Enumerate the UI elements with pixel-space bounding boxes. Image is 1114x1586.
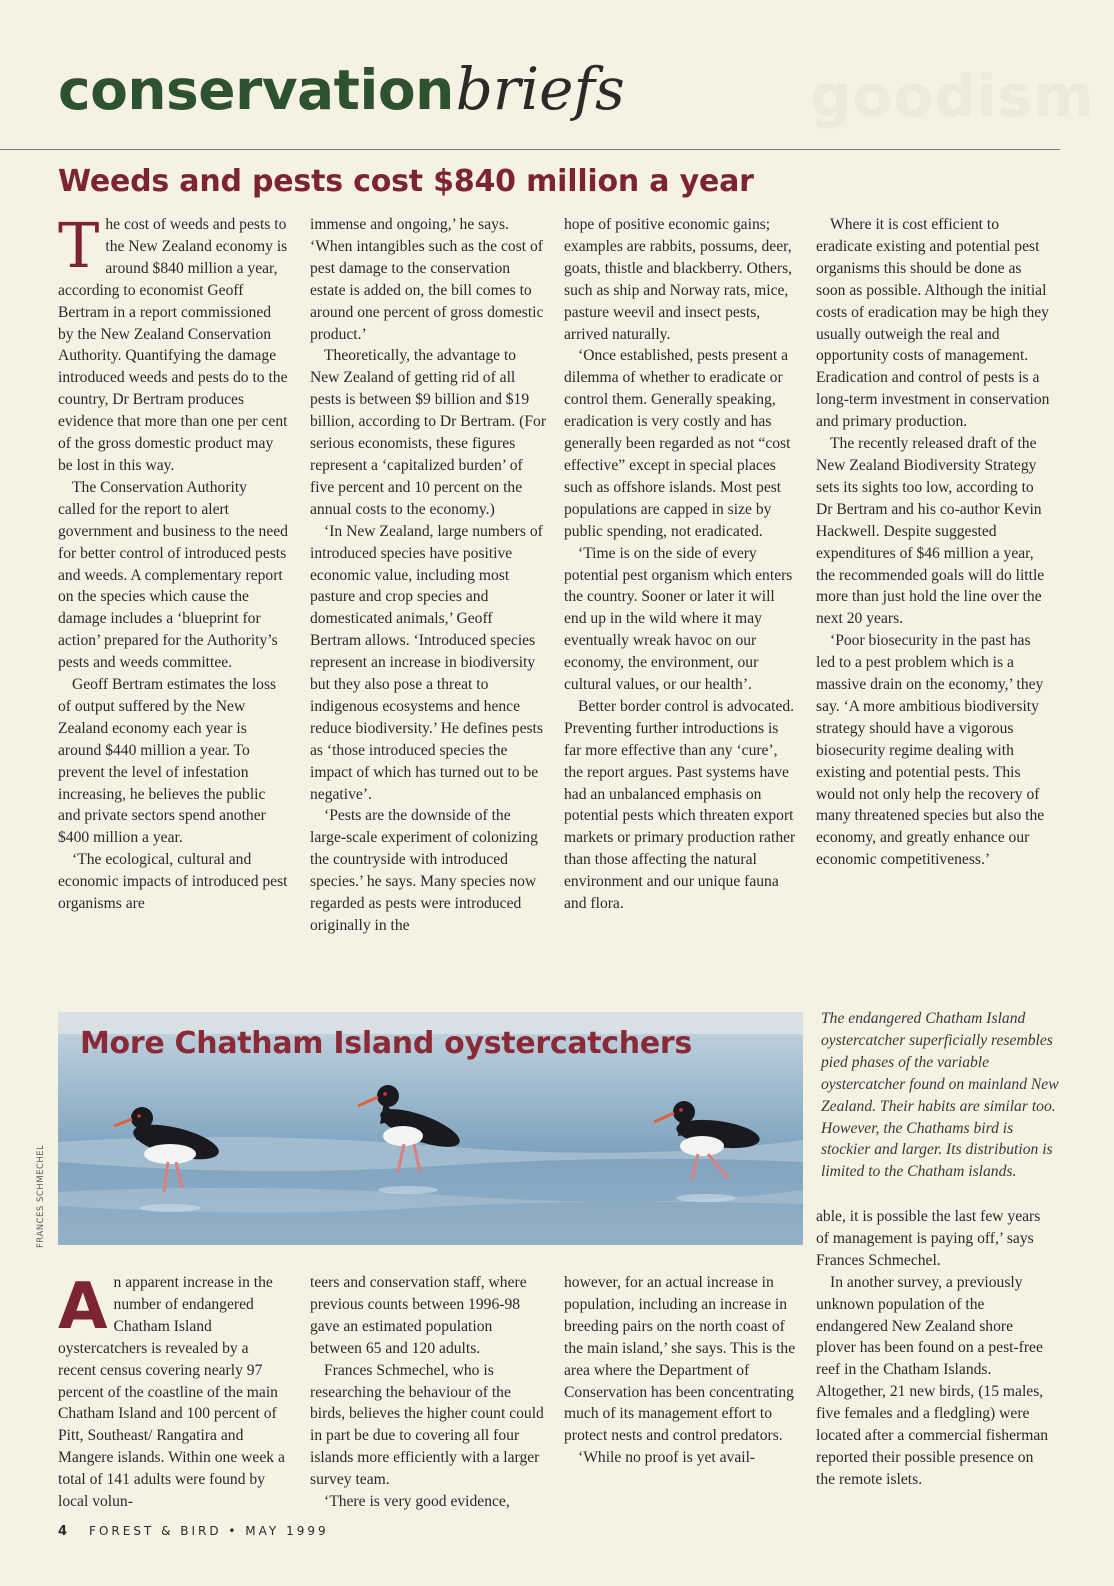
- article1-paragraph: ‘The ecological, cultural and economic impacts of introduced pest organisms are: [58, 851, 288, 913]
- page-number: 4: [58, 1524, 68, 1539]
- article1-dropcap: T: [58, 209, 100, 282]
- article1-paragraph: The recently released draft of the New Zealand Biodiversity Strategy sets its sights too low, according to Dr Bertram and his co-author Kevin Hackwell. Despite suggested expenditures of $46 million a year, the recommended goals will do little more than just hold the line over the next 20 years.: [816, 435, 1045, 628]
- article2-paragraph: In another survey, a previously unknown population of the endangered New Zealand shore plover has been found on a pest-free reef in the Chatham Islands. Altogether, 21 new birds, (15 males, five females and a fledgling) were located after a commercial fisherman reported their possible presence on the remote islets.: [816, 1273, 1049, 1488]
- article1-column-2: [310, 214, 546, 937]
- header-divider: [0, 149, 1060, 150]
- photo-caption: The endangered Chatham Island oystercatcher superficially resembles pied phases of the variable oystercatcher found on mainland New Zealand. Their habits are similar too. However, the Chathams bird is stockier and larger. Its distribution is limited to the Chatham islands.: [821, 1010, 1059, 1181]
- article2-column-1: [58, 1272, 288, 1513]
- section-title-italic: briefs: [455, 55, 625, 123]
- article1-paragraph: Better border control is advocated. Preventing further introductions is far more effective than any ‘cure’, the report argues. Past systems have had an unbalanced emphasis on potential pests which threaten export markets or primary production rather than those affecting the natural environment and our unique fauna and flora.: [564, 697, 796, 913]
- article2-paragraph: ‘While no proof is yet avail-: [578, 1449, 756, 1467]
- article1-paragraph: Geoff Bertram estimates the loss of output suffered by the New Zealand economy each year is around $440 million a year. To prevent the level of infestation increasing, he believes the public and private sectors spend another $400 million a year.: [58, 676, 277, 847]
- article1-paragraph: ‘Time is on the side of every potential pest organism which enters the country. Sooner or later it will end up in the wild where it may eventually wreak havoc on our economy, the environment, our cultural values, or our health’.: [564, 544, 793, 694]
- article2-paragraph: Frances Schmechel, who is researching the behaviour of the birds, believes the higher count could in part be due to covering all four islands more efficiently with a larger survey team.: [310, 1361, 544, 1489]
- article1-paragraph: ‘In New Zealand, large numbers of introduced species have positive economic value, including most pasture and crop species and domesticated animals,’ Geoff Bertram allows. ‘Introduced species represent an increase in biodiversity but they also pose a threat to indigenous ecosystems and hence reduce biodiversity.’ He defines pests as ‘those introduced species the impact of which has turned out to be negative’.: [310, 522, 543, 803]
- article1-column-4: [816, 214, 1052, 871]
- article1-column-3: [564, 214, 798, 915]
- article1-paragraph: The cost of weeds and pests to the New Zealand economy is around $840 million a year, according to economist Geoff Bertram in a report commissioned by the New Zealand Conservation Authority. Quantifying the damage introduced weeds and pests do to the country, Dr Bertram produces evidence that more than one per cent of the gross domestic product may be lost in this way.: [58, 209, 288, 474]
- article2-column-2: [310, 1272, 546, 1513]
- article2-dropcap: A: [58, 1270, 108, 1344]
- article1-paragraph: Theoretically, the advantage to New Zealand of getting rid of all pests is between $9 billion and $19 billion, according to Dr Bertram. (For serious economists, these figures represent a ‘capitalized burden’ of five percent and 10 percent on the annual costs to the economy.): [310, 347, 547, 518]
- article2-paragraph: able, it is possible the last few years of management is paying off,’ says Frances Schmechel.: [816, 1208, 1041, 1269]
- article1-paragraph: The Conservation Authority called for the report to alert government and business to the need for better control of introduced pests and weeds. A complementary report on the species which cause the damage includes a ‘blueprint for action’ prepared for the Authority’s pests and weeds committee.: [58, 478, 288, 672]
- article1-paragraph: ‘Pests are the downside of the large-scale experiment of colonizing the countryside with introduced species.’ he says. Many species now regarded as pests were introduced originally in the: [310, 807, 538, 934]
- page-footer: [58, 1524, 329, 1539]
- article2-paragraph: ‘There is very good evidence,: [324, 1493, 510, 1511]
- section-title-main: conservation: [58, 58, 454, 122]
- article2-paragraph: An apparent increase in the number of endangered Chatham Island oystercatchers is revealed by a recent census covering nearly 97 percent of the coastline of the main Chatham Island and 100 percent of Pitt, Southeast/ Rangatira and Mangere islands. Within one week a total of 141 adults were found by local volun-: [58, 1270, 285, 1511]
- ghost-background-text: goodism: [810, 62, 1095, 130]
- article1-paragraph: Where it is cost efficient to eradicate existing and potential pest organisms this should be done as soon as possible. Although the initial costs of eradication may be high they usually outweigh the real and opportunity costs of management. Eradication and control of pests is a long-term investment in conservation and primary production.: [816, 216, 1050, 431]
- article1-paragraph: hope of positive economic gains; examples are rabbits, possums, deer, goats, thistle and blackberry. Others, such as ship and Norway rats, mice, pasture weevil and insect pests, arrived naturally.: [564, 216, 793, 343]
- article1-paragraph: ‘Poor biosecurity in the past has led to a pest problem which is a massive drain on the economy,’ they say. ‘A more ambitious biodiversity strategy should have a vigorous biosecurity regime dealing with existing and potential pests. This would not only help the recovery of many threatened species but also the economy, and greatly enhance our economic competitiveness.’: [816, 632, 1045, 869]
- article2-column-4: [816, 1206, 1052, 1491]
- article1-paragraph: ‘Once established, pests present a dilemma of whether to eradicate or control them. Generally speaking, eradication is very costly and has generally been regarded as not “cost effective” except in special places such as offshore islands. Most pest populations are capped in size by public spending, not eradicated.: [564, 347, 791, 540]
- section-header: [58, 55, 625, 123]
- publication-line: FOREST & BIRD • MAY 1999: [89, 1524, 329, 1538]
- oystercatcher-photo: [58, 1012, 803, 1245]
- article2-paragraph: teers and conservation staff, where previous counts between 1996-98 gave an estimated population between 65 and 120 adults.: [310, 1274, 527, 1357]
- article2-column-3: [564, 1272, 798, 1469]
- article1-paragraph: immense and ongoing,’ he says. ‘When intangibles such as the cost of pest damage to the conservation estate is added on, the bill comes to around one percent of gross domestic product.’: [310, 216, 544, 343]
- article1-headline: Weeds and pests cost $840 million a year: [58, 164, 754, 199]
- article2-headline: More Chatham Island oystercatchers: [80, 1026, 692, 1061]
- article1-column-1: [58, 209, 288, 915]
- article2-paragraph: however, for an actual increase in population, including an increase in breeding pairs on the north coast of the main island,’ she says. This is the area where the Department of Conservation has been concentrating much of its management effort to protect nests and control predators.: [564, 1274, 796, 1445]
- photo-credit: FRANCES SCHMECHEL: [36, 1144, 46, 1248]
